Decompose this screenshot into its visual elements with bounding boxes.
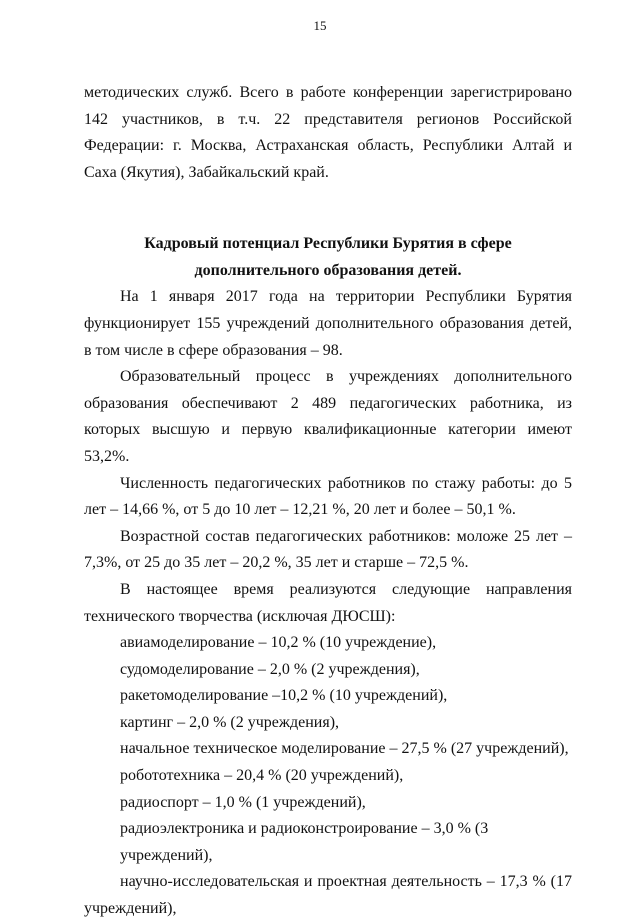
direction-item: радиоэлектроника и радиоконстроирование – 3,0 % (3 учреждений), (120, 820, 489, 864)
direction-item: робототехника – 20,4 % (20 учреждений), (120, 767, 404, 785)
paragraph-experience: Численность педагогических работников по стажу работы: до 5 лет – 14,66 %, от 5 до 10 лет – 12,21 %, 20 лет и более – 50,1 %. (84, 474, 572, 519)
direction-item: радиоспорт – 1,0 % (1 учреждений), (120, 793, 366, 811)
direction-item: судомоделирование – 2,0 % (2 учреждения), (120, 660, 420, 678)
direction-item: картинг – 2,0 % (2 учреждения), (120, 713, 340, 731)
paragraph-research-direction: научно-исследовательская и проектная деятельность – 17,3 % (17 учреждений), (84, 873, 572, 918)
direction-item: авиамоделирование – 10,2 % (10 учреждение), (120, 634, 437, 652)
direction-item: ракетомоделирование –10,2 % (10 учреждений), (120, 687, 448, 705)
paragraph-age: Возрастной состав педагогических работников: моложе 25 лет – 7,3%, от 25 до 35 лет – 20,2 %, 35 лет и старше – 72,5 %. (84, 527, 572, 572)
paragraph-institutions: На 1 января 2017 года на территории Республики Бурятия функционирует 155 учреждений дополнительного образования детей, в том числе в сфере образования – 98. (84, 288, 572, 359)
section-title: Кадровый потенциал Республики Бурятия в сфере дополнительного образования детей. (144, 235, 512, 280)
paragraph-directions-intro: В настоящее время реализуются следующие направления технического творчества (исключая ДЮСШ): (84, 580, 572, 625)
document-body (84, 80, 572, 923)
paragraph-teachers: Образовательный процесс в учреждениях дополнительного образования обеспечивают 2 489 педагогических работника, из которых высшую и первую квалификационные категории имеют 53,2%. (84, 368, 572, 465)
direction-item: начальное техническое моделирование – 27,5 % (27 учреждений), (120, 740, 569, 758)
intro-paragraph: методических служб. Всего в работе конференции зарегистрировано 142 участников, в т.ч. 22 представителя регионов Российской Федерации: г. Москва, Астраханская область, Республики Алтай и Саха (Якутия), Забайкальский край. (84, 84, 572, 181)
page-number: 15 (313, 18, 327, 33)
